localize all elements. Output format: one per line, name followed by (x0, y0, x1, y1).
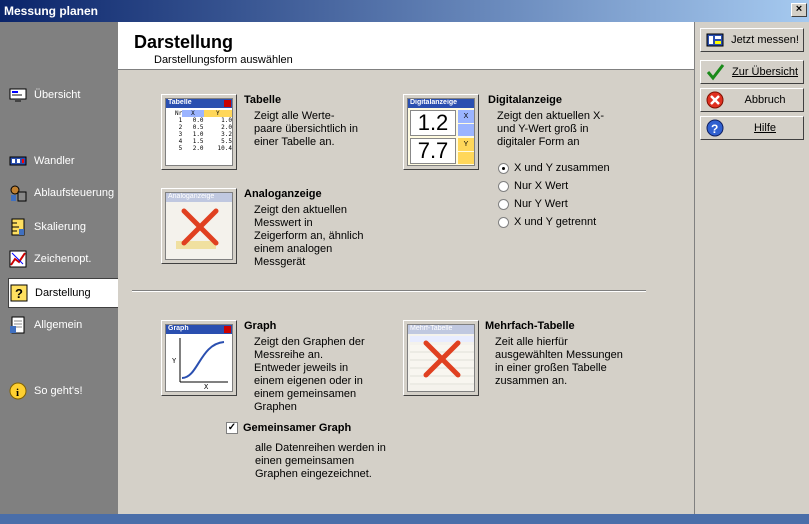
thumb-cell: 5.5 (221, 138, 232, 145)
sidebar-item-label: Skalierung (34, 221, 86, 233)
button-label: Jetzt messen! (731, 34, 799, 46)
analoganzeige-description (254, 204, 363, 269)
radio-label: X und Y getrennt (514, 216, 597, 228)
thumb-cell: 10.4 (217, 145, 232, 152)
graph-thumb-curve (170, 336, 230, 390)
tabelle-thumbnail (165, 98, 233, 166)
desc-line: Zeigt den Graphen der (254, 336, 365, 348)
thumb-cell: 1.0 (221, 117, 232, 124)
sidebar-item-darstellung[interactable] (8, 278, 118, 308)
radio-label: X und Y zusammen (514, 162, 610, 174)
analoganzeige-option-button[interactable] (161, 188, 237, 264)
thumb-y-axis-label: Y (172, 357, 177, 365)
abbruch-button[interactable] (700, 88, 804, 112)
sidebar (0, 22, 118, 514)
radio-dot (498, 181, 509, 192)
sidebar-item-allgemein[interactable] (8, 314, 118, 336)
desc-line: ausgewählten Messungen (495, 349, 623, 361)
radio-dot (498, 217, 509, 228)
gemeinsamer-graph-description (255, 442, 386, 481)
thumb-cell: 0.5 (192, 124, 204, 131)
window-title: Messung planen (4, 4, 99, 18)
digitalanzeige-thumbnail (407, 98, 475, 166)
thumb-cell: 1 (178, 117, 183, 124)
radio-dot (498, 199, 509, 210)
thumb-cell: 3 (178, 131, 183, 138)
checkbox-label: Gemeinsamer Graph (243, 422, 352, 434)
mehrfach-tabelle-title: Mehrfach-Tabelle (485, 320, 575, 332)
svg-text:i: i (16, 387, 20, 399)
digitalanzeige-option-button[interactable] (403, 94, 479, 170)
display-icon (9, 284, 29, 302)
thumb-y-bar (458, 152, 474, 164)
disabled-x-icon (422, 339, 462, 379)
digitalanzeige-title: Digitalanzeige (488, 94, 562, 106)
section-divider (132, 290, 646, 292)
thumb-x-label: X (458, 110, 474, 123)
analoganzeige-title: Analoganzeige (244, 188, 322, 200)
sidebar-item-label: Ablaufsteuerung (34, 187, 115, 199)
close-button[interactable]: × (791, 3, 807, 17)
desc-line: Messreihe an. (254, 349, 324, 361)
radio-x-und-y-zusammen[interactable] (498, 162, 610, 174)
sidebar-item-wandler[interactable] (8, 150, 118, 172)
checkmark-icon (705, 62, 725, 82)
radio-label: Nur Y Wert (514, 198, 568, 210)
help-icon (705, 118, 725, 138)
desc-line: und Y-Wert groß in (497, 123, 589, 135)
svg-text:?: ? (15, 286, 23, 301)
thumb-cell: 4 (178, 138, 183, 145)
desc-line: in einer großen Tabelle (495, 362, 607, 374)
sidebar-item-label: Zeichenopt. (34, 253, 92, 265)
header-divider (118, 69, 694, 70)
overview-icon (8, 86, 28, 104)
desc-line: einer Tabelle an. (254, 136, 335, 148)
sidebar-item-ablaufsteuerung[interactable] (8, 182, 118, 204)
main-panel (118, 22, 694, 514)
sidebar-item-label: Darstellung (35, 287, 91, 299)
graph-option-button[interactable] (161, 320, 237, 396)
disabled-x-icon (180, 207, 220, 247)
desc-line: einem analogen (254, 243, 333, 255)
gemeinsamer-graph-checkbox[interactable] (226, 422, 351, 434)
info-icon (8, 382, 28, 400)
radio-label: Nur X Wert (514, 180, 569, 192)
tabelle-description (254, 110, 358, 149)
button-label: Zur Übersicht (731, 66, 799, 78)
desc-line: Zeit alle hierfür (495, 336, 568, 348)
desc-line: Graphen (254, 401, 297, 413)
mehrfach-tabelle-description (495, 336, 623, 388)
thumb-title: Analoganzeige (166, 193, 233, 202)
thumb-x-value: 1.2 (410, 110, 456, 136)
thumb-col-header: Y (204, 110, 232, 117)
desc-line: Zeigt den aktuellen X- (497, 110, 605, 122)
bottom-edge (0, 514, 809, 524)
radio-x-und-y-getrennt[interactable] (498, 216, 596, 228)
scale-icon (8, 218, 28, 236)
general-icon (8, 316, 28, 334)
thumb-title: Graph (166, 325, 233, 334)
flow-icon (8, 184, 28, 202)
thumb-cell: 5 (178, 145, 183, 152)
desc-line: einen gemeinsamen (255, 455, 355, 467)
page-header (118, 22, 694, 70)
thumb-y-label: Y (458, 138, 474, 151)
title-bar (0, 0, 809, 22)
sidebar-item-label: So geht's! (34, 385, 83, 397)
cancel-icon (705, 90, 725, 110)
desc-line: Messwert in (254, 217, 313, 229)
tabelle-option-button[interactable] (161, 94, 237, 170)
measure-icon (705, 30, 725, 50)
sidebar-item-uebersicht[interactable] (8, 84, 118, 106)
jetzt-messen-button[interactable] (700, 28, 804, 52)
sidebar-item-skalierung[interactable] (8, 216, 118, 238)
hilfe-button[interactable] (700, 116, 804, 140)
mehrfach-tabelle-thumbnail (407, 324, 475, 392)
radio-nur-y-wert[interactable] (498, 198, 568, 210)
desc-line: digitaler Form an (497, 136, 580, 148)
tabelle-title: Tabelle (244, 94, 282, 106)
radio-nur-x-wert[interactable] (498, 180, 568, 192)
zur-uebersicht-button[interactable] (700, 60, 804, 84)
thumb-x-axis-label: X (204, 383, 209, 391)
mehrfach-tabelle-option-button[interactable] (403, 320, 479, 396)
desc-line: Zeigt alle Werte- (254, 110, 335, 122)
thumb-cell: 1.0 (192, 131, 204, 138)
button-label: Hilfe (753, 122, 776, 134)
page-title: Darstellung (134, 32, 234, 52)
thumb-close-icon (224, 100, 231, 107)
thumb-title: Digitalanzeige (408, 99, 475, 108)
desc-line: einem gemeinsamen (254, 388, 357, 400)
digitalanzeige-description (497, 110, 604, 149)
desc-line: alle Datenreihen werden in (255, 442, 386, 454)
sidebar-item-so-gehts[interactable] (8, 380, 118, 402)
thumb-title: Tabelle (166, 99, 233, 108)
thumb-cell: 1.5 (192, 138, 204, 145)
analoganzeige-thumbnail (165, 192, 233, 260)
thumb-col-header: X (182, 110, 203, 117)
drawing-icon (8, 250, 28, 268)
page-subtitle: Darstellungsform auswählen (154, 54, 293, 66)
svg-text:?: ? (711, 122, 719, 136)
desc-line: Zeigt den aktuellen (254, 204, 347, 216)
sidebar-item-label: Wandler (34, 155, 75, 167)
action-bar (694, 22, 809, 514)
converter-icon (8, 152, 28, 170)
graph-title: Graph (244, 320, 277, 332)
desc-line: Graphen eingezeichnet. (255, 468, 372, 480)
thumb-col-header: Nr (174, 110, 183, 117)
thumb-x-bar (458, 124, 474, 136)
radio-dot (498, 163, 509, 174)
desc-line: Zeigerform an, ähnlich (254, 230, 364, 242)
thumb-cell: 3.2 (221, 131, 232, 138)
tabelle-thumb-table (168, 110, 232, 152)
desc-line: Entweder jeweils in (254, 362, 349, 374)
thumb-cell: 2.0 (192, 145, 204, 152)
desc-line: einem eigenen oder in (254, 375, 363, 387)
thumb-cell: 2.0 (221, 124, 232, 131)
checkbox-mark: ✓ (227, 422, 237, 433)
sidebar-item-label: Übersicht (34, 89, 81, 101)
desc-line: paare übersichtlich in (254, 123, 358, 135)
desc-line: zusammen an. (495, 375, 568, 387)
sidebar-item-label: Allgemein (34, 319, 83, 331)
thumb-title: Mehrf-Tabelle (408, 325, 475, 334)
thumb-cell: 2 (178, 124, 183, 131)
thumb-y-value: 7.7 (410, 138, 456, 164)
sidebar-item-zeichenopt[interactable] (8, 248, 118, 270)
thumb-close-icon (224, 326, 231, 333)
button-label: Abbruch (744, 94, 786, 106)
thumb-cell: 0.0 (192, 117, 204, 124)
graph-thumbnail (165, 324, 233, 392)
desc-line: Messgerät (254, 256, 306, 268)
graph-description (254, 336, 365, 414)
